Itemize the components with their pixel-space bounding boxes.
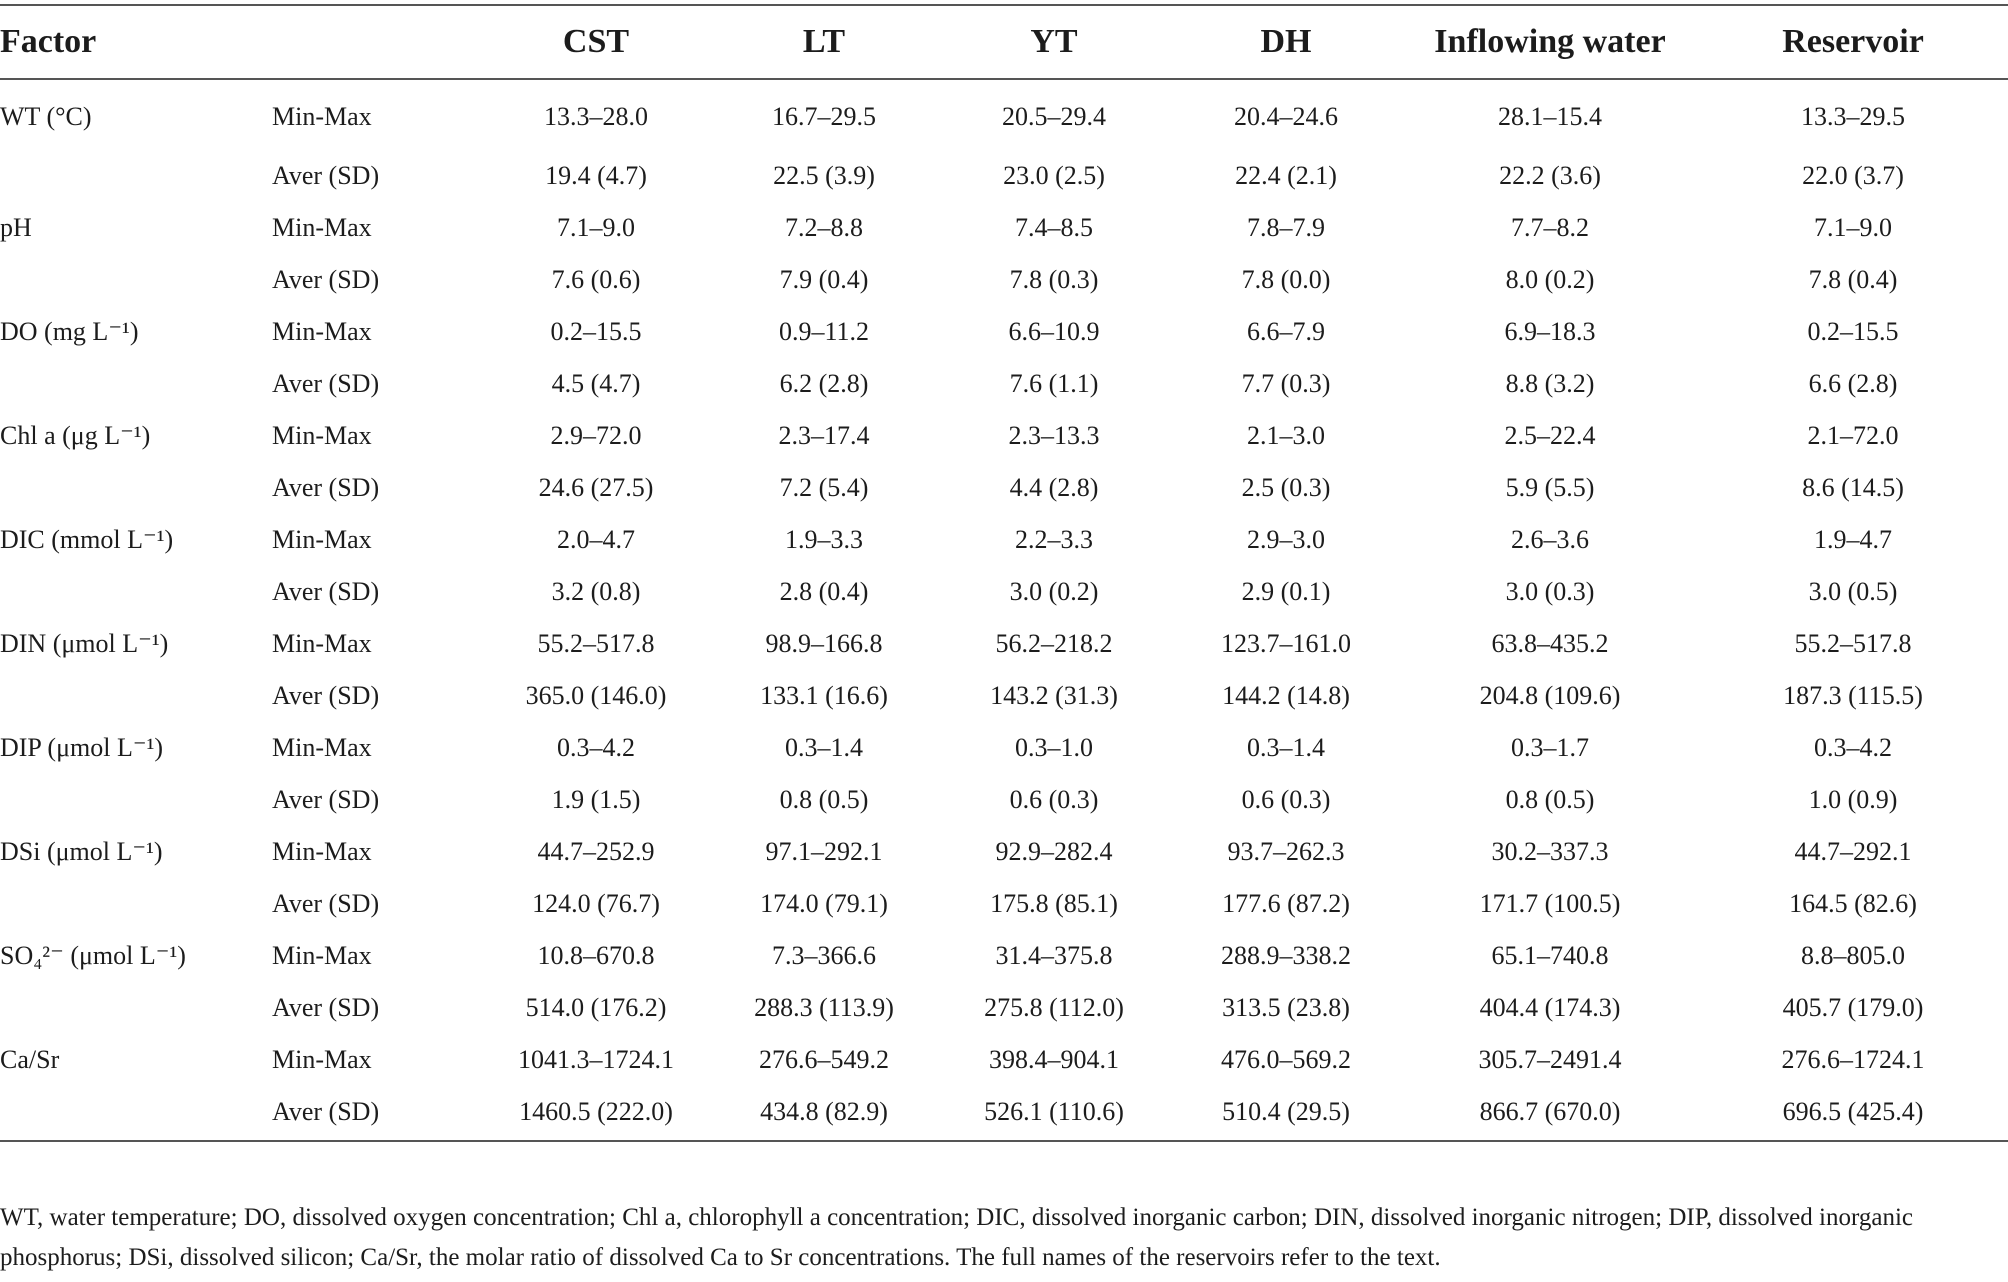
cell-inflowing-water: 2.5–22.4 (1504, 421, 1596, 450)
table-footnote: WT, water temperature; DO, dissolved oxygen concentration; Chl a, chlorophyll a concentration; DIC, dissolved inorganic carbon; DIN, dissolved inorganic nitrogen; DIP, dissolved inorganic phosphorus; DSi, dissolved silicon; Ca/Sr, the molar ratio of dissolved Ca to Sr concentrations. The full names of the reservoirs refer to the text. (0, 1204, 1913, 1271)
cell-inflowing-water: 3.0 (0.3) (1505, 577, 1595, 606)
table-row (0, 150, 2008, 202)
cell-dh: 7.7 (0.3) (1241, 369, 1331, 398)
cell-yt: 7.6 (1.1) (1009, 369, 1099, 398)
stat-label: Min-Max (272, 941, 372, 970)
header-cst: CST (562, 23, 630, 60)
table-row (0, 930, 2008, 982)
cell-reservoir: 22.0 (3.7) (1802, 161, 1904, 190)
cell-yt: 0.6 (0.3) (1009, 785, 1099, 814)
cell-lt: 2.3–17.4 (778, 421, 870, 450)
cell-lt: 7.2 (5.4) (779, 473, 869, 502)
cell-lt: 6.2 (2.8) (779, 369, 869, 398)
cell-reservoir: 1.9–4.7 (1814, 525, 1892, 554)
cell-cst: 2.9–72.0 (550, 421, 642, 450)
cell-lt: 0.9–11.2 (778, 317, 870, 346)
cell-dh: 2.1–3.0 (1247, 421, 1325, 450)
cell-reservoir: 7.1–9.0 (1814, 213, 1892, 242)
cell-yt: 3.0 (0.2) (1009, 577, 1099, 606)
factor-label: DIP (μmol L⁻¹) (0, 733, 164, 762)
cell-dh: 7.8–7.9 (1247, 213, 1325, 242)
cell-dh: 313.5 (23.8) (1222, 993, 1350, 1022)
cell-yt: 175.8 (85.1) (990, 889, 1118, 918)
factor-label (0, 358, 272, 410)
factor-label (0, 878, 272, 930)
cell-inflowing-water: 6.9–18.3 (1504, 317, 1596, 346)
cell-yt: 275.8 (112.0) (984, 993, 1124, 1022)
cell-inflowing-water: 5.9 (5.5) (1505, 473, 1595, 502)
cell-yt: 7.4–8.5 (1015, 213, 1093, 242)
cell-dh: 93.7–262.3 (1227, 837, 1345, 866)
cell-reservoir: 13.3–29.5 (1801, 102, 1905, 131)
cell-cst: 55.2–517.8 (537, 629, 655, 658)
cell-lt: 7.2–8.8 (785, 213, 863, 242)
cell-reservoir: 55.2–517.8 (1794, 629, 1912, 658)
cell-lt: 174.0 (79.1) (760, 889, 888, 918)
cell-cst: 2.0–4.7 (557, 525, 635, 554)
stat-label: Aver (SD) (272, 369, 380, 398)
stat-label: Min-Max (272, 421, 372, 450)
cell-cst: 0.2–15.5 (550, 317, 642, 346)
stat-label: Min-Max (272, 733, 372, 762)
cell-reservoir: 6.6 (2.8) (1808, 369, 1898, 398)
cell-yt: 0.3–1.0 (1015, 733, 1093, 762)
cell-lt: 2.8 (0.4) (779, 577, 869, 606)
cell-inflowing-water: 0.8 (0.5) (1505, 785, 1595, 814)
cell-reservoir: 0.2–15.5 (1807, 317, 1899, 346)
cell-lt: 22.5 (3.9) (773, 161, 875, 190)
factor-label: DO (mg L⁻¹) (0, 317, 139, 346)
cell-inflowing-water: 0.3–1.7 (1511, 733, 1589, 762)
cell-cst: 7.1–9.0 (557, 213, 635, 242)
factor-label (0, 774, 272, 826)
cell-reservoir: 405.7 (179.0) (1782, 993, 1924, 1022)
cell-inflowing-water: 7.7–8.2 (1511, 213, 1589, 242)
cell-cst: 7.6 (0.6) (551, 265, 641, 294)
cell-yt: 92.9–282.4 (995, 837, 1113, 866)
cell-reservoir: 696.5 (425.4) (1782, 1097, 1924, 1126)
factor-label (0, 566, 272, 618)
cell-cst: 514.0 (176.2) (525, 993, 667, 1022)
cell-lt: 7.9 (0.4) (779, 265, 869, 294)
factor-label: DSi (μmol L⁻¹) (0, 837, 163, 866)
factor-label (0, 462, 272, 514)
header-stat (272, 6, 482, 78)
cell-dh: 0.3–1.4 (1247, 733, 1325, 762)
table-row (0, 410, 2008, 462)
table-body (0, 78, 2008, 1138)
cell-reservoir: 8.8–805.0 (1801, 941, 1905, 970)
cell-lt: 16.7–29.5 (772, 102, 876, 131)
cell-cst: 13.3–28.0 (544, 102, 648, 131)
stat-label: Aver (SD) (272, 577, 380, 606)
cell-cst: 1041.3–1724.1 (518, 1045, 674, 1074)
cell-dh: 0.6 (0.3) (1241, 785, 1331, 814)
cell-inflowing-water: 204.8 (109.6) (1479, 681, 1621, 710)
cell-yt: 143.2 (31.3) (990, 681, 1118, 710)
cell-dh: 2.9 (0.1) (1241, 577, 1331, 606)
cell-dh: 476.0–569.2 (1221, 1045, 1351, 1074)
header-yt: YT (1030, 23, 1078, 60)
cell-yt: 6.6–10.9 (1008, 317, 1100, 346)
cell-dh: 22.4 (2.1) (1235, 161, 1337, 190)
cell-lt: 434.8 (82.9) (760, 1097, 888, 1126)
cell-yt: 2.2–3.3 (1015, 525, 1093, 554)
factor-label: WT (°C) (0, 102, 92, 131)
cell-lt: 97.1–292.1 (765, 837, 883, 866)
factor-label: pH (0, 213, 32, 242)
cell-lt: 98.9–166.8 (765, 629, 883, 658)
stat-label: Aver (SD) (272, 681, 380, 710)
cell-reservoir: 0.3–4.2 (1814, 733, 1892, 762)
cell-inflowing-water: 8.8 (3.2) (1505, 369, 1595, 398)
stat-label: Min-Max (272, 213, 372, 242)
cell-cst: 44.7–252.9 (537, 837, 655, 866)
table-row (0, 358, 2008, 410)
stat-label: Min-Max (272, 629, 372, 658)
stat-label: Min-Max (272, 317, 372, 346)
cell-inflowing-water: 30.2–337.3 (1491, 837, 1609, 866)
cell-dh: 123.7–161.0 (1221, 629, 1351, 658)
cell-inflowing-water: 22.2 (3.6) (1499, 161, 1601, 190)
cell-lt: 7.3–366.6 (772, 941, 876, 970)
cell-inflowing-water: 866.7 (670.0) (1479, 1097, 1621, 1126)
factor-label (0, 254, 272, 306)
cell-reservoir: 7.8 (0.4) (1808, 265, 1898, 294)
stat-label: Min-Max (272, 837, 372, 866)
stat-label: Aver (SD) (272, 993, 380, 1022)
cell-yt: 4.4 (2.8) (1009, 473, 1099, 502)
cell-dh: 7.8 (0.0) (1241, 265, 1331, 294)
cell-inflowing-water: 2.6–3.6 (1511, 525, 1589, 554)
cell-lt: 133.1 (16.6) (760, 681, 888, 710)
cell-cst: 124.0 (76.7) (532, 889, 660, 918)
table-row (0, 462, 2008, 514)
cell-inflowing-water: 404.4 (174.3) (1479, 993, 1621, 1022)
cell-cst: 3.2 (0.8) (551, 577, 641, 606)
table-row (0, 722, 2008, 774)
factor-label (0, 670, 272, 722)
cell-inflowing-water: 305.7–2491.4 (1478, 1045, 1622, 1074)
cell-cst: 19.4 (4.7) (545, 161, 647, 190)
table-row (0, 670, 2008, 722)
stat-label: Aver (SD) (272, 1097, 380, 1126)
cell-inflowing-water: 8.0 (0.2) (1505, 265, 1595, 294)
cell-yt: 398.4–904.1 (989, 1045, 1119, 1074)
factor-label: DIC (mmol L⁻¹) (0, 525, 174, 554)
stat-label: Min-Max (272, 1045, 372, 1074)
cell-cst: 1.9 (1.5) (551, 785, 641, 814)
stat-label: Aver (SD) (272, 473, 380, 502)
cell-lt: 276.6–549.2 (759, 1045, 889, 1074)
table-row (0, 254, 2008, 306)
header-row (0, 6, 2008, 78)
cell-yt: 31.4–375.8 (995, 941, 1113, 970)
factor-label: Chl a (μg L⁻¹) (0, 421, 151, 450)
table-row (0, 306, 2008, 358)
cell-lt: 0.3–1.4 (785, 733, 863, 762)
table-row (0, 1086, 2008, 1138)
cell-cst: 0.3–4.2 (557, 733, 635, 762)
cell-yt: 2.3–13.3 (1008, 421, 1100, 450)
cell-lt: 0.8 (0.5) (779, 785, 869, 814)
factor-label (0, 1086, 272, 1138)
cell-dh: 144.2 (14.8) (1222, 681, 1350, 710)
stat-label: Aver (SD) (272, 785, 380, 814)
table-row (0, 826, 2008, 878)
cell-dh: 20.4–24.6 (1234, 102, 1338, 131)
cell-reservoir: 3.0 (0.5) (1808, 577, 1898, 606)
cell-inflowing-water: 63.8–435.2 (1491, 629, 1609, 658)
cell-cst: 24.6 (27.5) (538, 473, 654, 502)
factor-label: DIN (μmol L⁻¹) (0, 629, 169, 658)
table-row (0, 618, 2008, 670)
cell-dh: 177.6 (87.2) (1222, 889, 1350, 918)
cell-yt: 526.1 (110.6) (984, 1097, 1124, 1126)
table-row (0, 878, 2008, 930)
cell-cst: 365.0 (146.0) (525, 681, 667, 710)
stat-label: Min-Max (272, 525, 372, 554)
cell-reservoir: 1.0 (0.9) (1808, 785, 1898, 814)
header-factor: Factor (0, 23, 97, 60)
stat-label: Aver (SD) (272, 889, 380, 918)
stat-label: Min-Max (272, 102, 372, 131)
cell-lt: 288.3 (113.9) (754, 993, 894, 1022)
header-dh: DH (1260, 23, 1312, 60)
cell-inflowing-water: 65.1–740.8 (1491, 941, 1609, 970)
stat-label: Aver (SD) (272, 161, 380, 190)
header-inflowing-water: Inflowing water (1434, 23, 1666, 60)
cell-dh: 288.9–338.2 (1221, 941, 1351, 970)
cell-cst: 10.8–670.8 (537, 941, 655, 970)
cell-yt: 20.5–29.4 (1002, 102, 1106, 131)
table-row (0, 774, 2008, 826)
stat-label: Aver (SD) (272, 265, 380, 294)
header-lt: LT (802, 23, 846, 60)
bottom-rule (0, 1140, 2008, 1142)
header-reservoir: Reservoir (1782, 23, 1924, 60)
factor-label: Ca/Sr (0, 1045, 60, 1074)
table-row (0, 1034, 2008, 1086)
cell-reservoir: 8.6 (14.5) (1802, 473, 1904, 502)
table-row (0, 514, 2008, 566)
data-table (0, 6, 2008, 1138)
factor-label (0, 150, 272, 202)
cell-cst: 1460.5 (222.0) (519, 1097, 673, 1126)
cell-lt: 1.9–3.3 (785, 525, 863, 554)
cell-inflowing-water: 28.1–15.4 (1498, 102, 1602, 131)
cell-inflowing-water: 171.7 (100.5) (1479, 889, 1621, 918)
cell-reservoir: 2.1–72.0 (1807, 421, 1899, 450)
factor-label: SO₄²⁻ (μmol L⁻¹) (0, 941, 186, 970)
cell-reservoir: 187.3 (115.5) (1783, 681, 1923, 710)
cell-yt: 7.8 (0.3) (1009, 265, 1099, 294)
cell-dh: 2.9–3.0 (1247, 525, 1325, 554)
table-row (0, 982, 2008, 1034)
table-row (0, 566, 2008, 618)
table-row (0, 78, 2008, 150)
cell-dh: 510.4 (29.5) (1222, 1097, 1350, 1126)
cell-dh: 2.5 (0.3) (1241, 473, 1331, 502)
cell-reservoir: 44.7–292.1 (1794, 837, 1912, 866)
table-row (0, 202, 2008, 254)
factor-label (0, 982, 272, 1034)
cell-dh: 6.6–7.9 (1247, 317, 1325, 346)
cell-reservoir: 164.5 (82.6) (1789, 889, 1917, 918)
cell-reservoir: 276.6–1724.1 (1781, 1045, 1925, 1074)
cell-cst: 4.5 (4.7) (551, 369, 641, 398)
cell-yt: 56.2–218.2 (995, 629, 1113, 658)
cell-yt: 23.0 (2.5) (1003, 161, 1105, 190)
